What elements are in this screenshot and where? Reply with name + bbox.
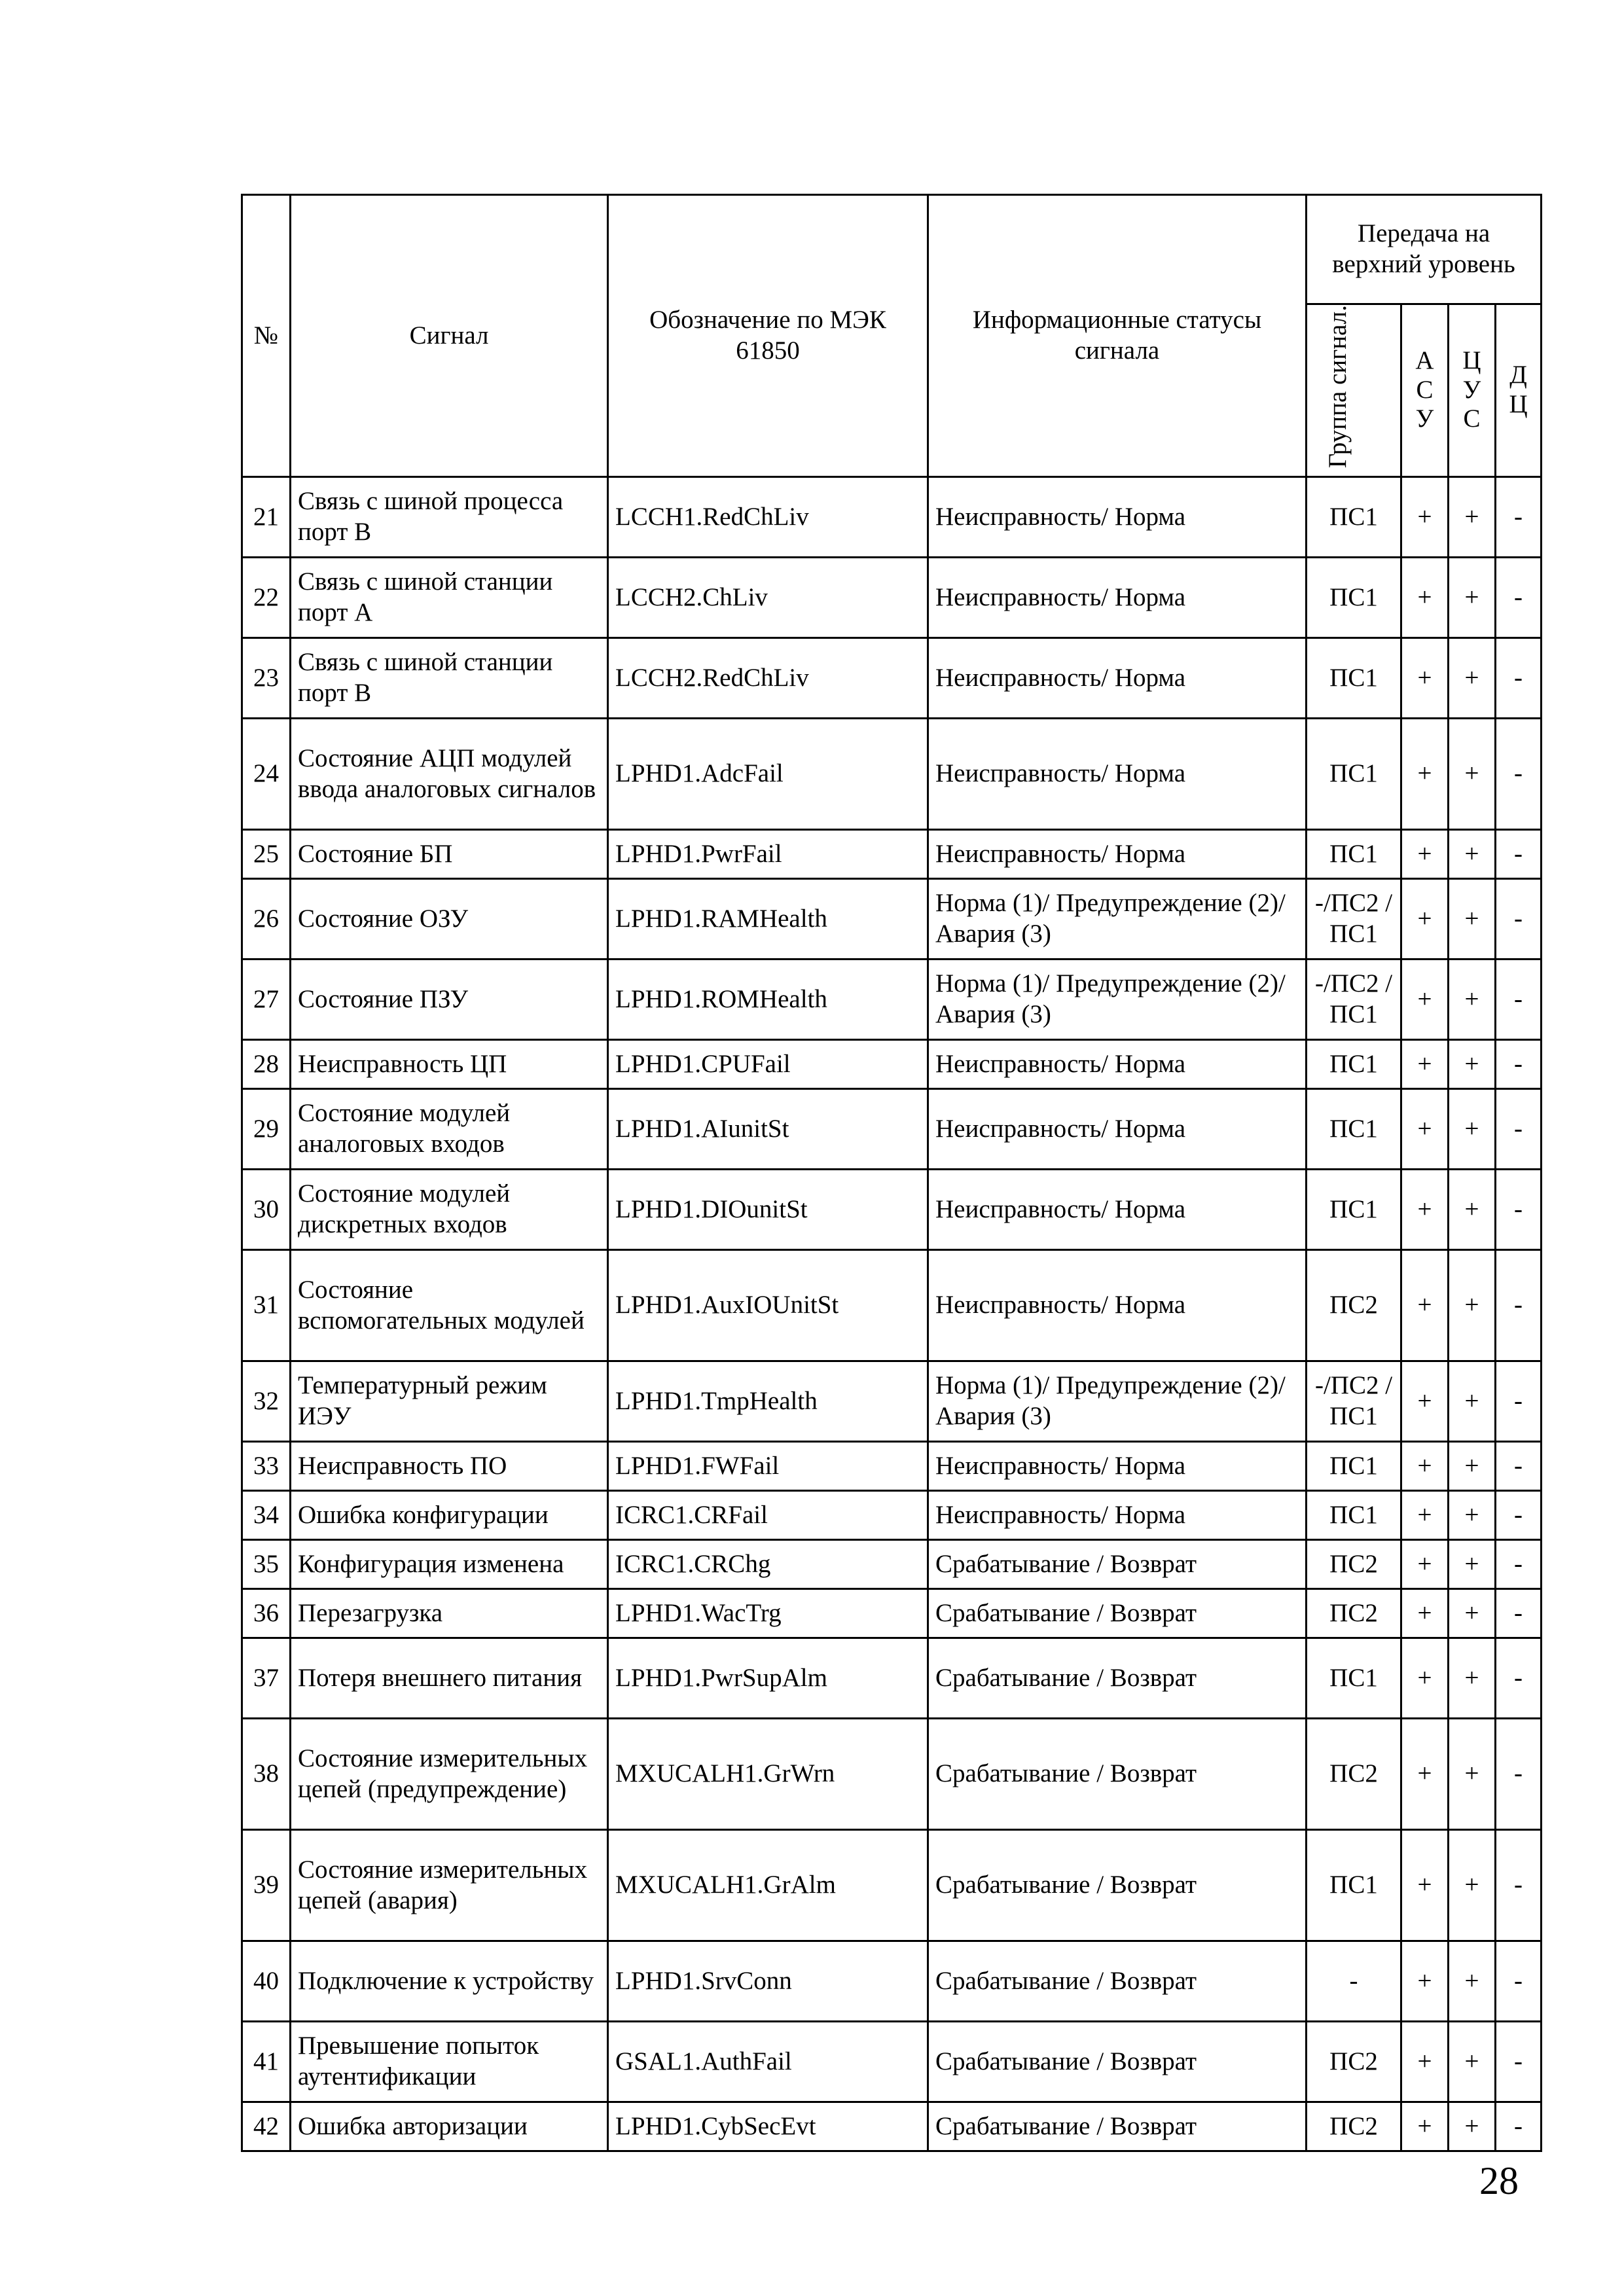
header-cus-text: ЦУС bbox=[1462, 346, 1481, 433]
row-num: 38 bbox=[242, 1719, 291, 1830]
row-iec: LPHD1.WacTrg bbox=[608, 1589, 928, 1638]
row-iec: LCCH1.RedChLiv bbox=[608, 477, 928, 558]
table-row bbox=[242, 1589, 1542, 1638]
row-dc: - bbox=[1496, 1040, 1542, 1089]
row-num: 31 bbox=[242, 1250, 291, 1361]
row-num: 39 bbox=[242, 1830, 291, 1941]
table-row bbox=[242, 2022, 1542, 2102]
row-cus: + bbox=[1449, 719, 1496, 830]
row-group: ПС2 bbox=[1307, 1540, 1401, 1589]
row-num: 25 bbox=[242, 830, 291, 879]
row-group: ПС2 bbox=[1307, 1250, 1401, 1361]
row-cus: + bbox=[1449, 2022, 1496, 2102]
row-cus: + bbox=[1449, 1830, 1496, 1941]
row-num: 26 bbox=[242, 879, 291, 960]
row-iec: ICRC1.CRFail bbox=[608, 1491, 928, 1540]
row-iec: MXUCALH1.GrAlm bbox=[608, 1830, 928, 1941]
table-row bbox=[242, 1040, 1542, 1089]
row-status: Неисправность/ Норма bbox=[928, 477, 1307, 558]
table-row bbox=[242, 2102, 1542, 2151]
row-group: ПС2 bbox=[1307, 2102, 1401, 2151]
row-num: 27 bbox=[242, 960, 291, 1040]
row-iec: LCCH2.RedChLiv bbox=[608, 638, 928, 719]
row-iec: LPHD1.DIOunitSt bbox=[608, 1170, 928, 1250]
row-dc: - bbox=[1496, 1361, 1542, 1442]
table-row bbox=[242, 830, 1542, 879]
row-signal: Перезагрузка bbox=[291, 1589, 608, 1638]
row-dc: - bbox=[1496, 1830, 1542, 1941]
row-group: ПС2 bbox=[1307, 2022, 1401, 2102]
row-cus: + bbox=[1449, 879, 1496, 960]
row-dc: - bbox=[1496, 1719, 1542, 1830]
row-group: ПС1 bbox=[1307, 1170, 1401, 1250]
row-cus: + bbox=[1449, 1540, 1496, 1589]
row-asu: + bbox=[1401, 1830, 1449, 1941]
row-dc: - bbox=[1496, 719, 1542, 830]
header-iec: Обозначение по МЭК 61850 bbox=[608, 195, 928, 477]
page-number: 28 bbox=[1479, 2159, 1519, 2202]
row-group: ПС1 bbox=[1307, 638, 1401, 719]
row-signal: Состояние модулей аналоговых входов bbox=[291, 1089, 608, 1170]
row-group: ПС1 bbox=[1307, 1040, 1401, 1089]
table-row bbox=[242, 1442, 1542, 1491]
table-row bbox=[242, 1361, 1542, 1442]
row-dc: - bbox=[1496, 1250, 1542, 1361]
row-dc: - bbox=[1496, 1638, 1542, 1719]
row-num: 35 bbox=[242, 1540, 291, 1589]
row-cus: + bbox=[1449, 1442, 1496, 1491]
row-group: ПС1 bbox=[1307, 830, 1401, 879]
row-status: Срабатывание / Возврат bbox=[928, 1638, 1307, 1719]
row-status: Срабатывание / Возврат bbox=[928, 1589, 1307, 1638]
row-signal: Связь с шиной процесса порт В bbox=[291, 477, 608, 558]
table-row bbox=[242, 1941, 1542, 2022]
row-dc: - bbox=[1496, 638, 1542, 719]
table-row bbox=[242, 558, 1542, 638]
row-status: Срабатывание / Возврат bbox=[928, 1540, 1307, 1589]
row-num: 30 bbox=[242, 1170, 291, 1250]
row-group: ПС1 bbox=[1307, 719, 1401, 830]
row-status: Срабатывание / Возврат bbox=[928, 1830, 1307, 1941]
row-num: 21 bbox=[242, 477, 291, 558]
row-signal: Состояние измерительных цепей (предупреждение) bbox=[291, 1719, 608, 1830]
row-cus: + bbox=[1449, 1941, 1496, 2022]
row-asu: + bbox=[1401, 1442, 1449, 1491]
row-signal: Ошибка авторизации bbox=[291, 2102, 608, 2151]
row-asu: + bbox=[1401, 719, 1449, 830]
table-row bbox=[242, 1719, 1542, 1830]
row-signal: Связь с шиной станции порт А bbox=[291, 558, 608, 638]
row-signal: Ошибка конфигурации bbox=[291, 1491, 608, 1540]
row-iec: LPHD1.CPUFail bbox=[608, 1040, 928, 1089]
table-row bbox=[242, 477, 1542, 558]
row-asu: + bbox=[1401, 960, 1449, 1040]
row-cus: + bbox=[1449, 1250, 1496, 1361]
row-num: 41 bbox=[242, 2022, 291, 2102]
row-cus: + bbox=[1449, 1040, 1496, 1089]
row-asu: + bbox=[1401, 558, 1449, 638]
table-row bbox=[242, 1540, 1542, 1589]
row-signal: Состояние ОЗУ bbox=[291, 879, 608, 960]
row-iec: LCCH2.ChLiv bbox=[608, 558, 928, 638]
row-iec: LPHD1.PwrFail bbox=[608, 830, 928, 879]
table-row bbox=[242, 638, 1542, 719]
row-dc: - bbox=[1496, 1170, 1542, 1250]
row-signal: Состояние модулей дискретных входов bbox=[291, 1170, 608, 1250]
table-row bbox=[242, 1170, 1542, 1250]
row-iec: LPHD1.AIunitSt bbox=[608, 1089, 928, 1170]
row-dc: - bbox=[1496, 879, 1542, 960]
row-signal: Состояние ПЗУ bbox=[291, 960, 608, 1040]
row-status: Неисправность/ Норма bbox=[928, 638, 1307, 719]
row-group: -/ПС2 /ПС1 bbox=[1307, 879, 1401, 960]
row-signal: Превышение попыток аутентификации bbox=[291, 2022, 608, 2102]
row-cus: + bbox=[1449, 1491, 1496, 1540]
row-num: 33 bbox=[242, 1442, 291, 1491]
row-num: 22 bbox=[242, 558, 291, 638]
row-asu: + bbox=[1401, 477, 1449, 558]
row-dc: - bbox=[1496, 830, 1542, 879]
row-group: ПС1 bbox=[1307, 558, 1401, 638]
table-row bbox=[242, 1638, 1542, 1719]
table-row bbox=[242, 1830, 1542, 1941]
table-row bbox=[242, 879, 1542, 960]
row-asu: + bbox=[1401, 1089, 1449, 1170]
row-signal: Неисправность ПО bbox=[291, 1442, 608, 1491]
table-row bbox=[242, 1250, 1542, 1361]
row-num: 40 bbox=[242, 1941, 291, 2022]
row-iec: LPHD1.AuxIOUnitSt bbox=[608, 1250, 928, 1361]
row-asu: + bbox=[1401, 2022, 1449, 2102]
row-group: - bbox=[1307, 1941, 1401, 2022]
row-asu: + bbox=[1401, 1941, 1449, 2022]
row-status: Срабатывание / Возврат bbox=[928, 2102, 1307, 2151]
row-status: Неисправность/ Норма bbox=[928, 1491, 1307, 1540]
table-row bbox=[242, 719, 1542, 830]
row-signal: Состояние вспомогательных модулей bbox=[291, 1250, 608, 1361]
row-iec: LPHD1.ROMHealth bbox=[608, 960, 928, 1040]
row-cus: + bbox=[1449, 960, 1496, 1040]
row-num: 34 bbox=[242, 1491, 291, 1540]
row-cus: + bbox=[1449, 1361, 1496, 1442]
row-dc: - bbox=[1496, 1589, 1542, 1638]
row-num: 28 bbox=[242, 1040, 291, 1089]
row-signal: Подключение к устройству bbox=[291, 1941, 608, 2022]
row-asu: + bbox=[1401, 1170, 1449, 1250]
row-group: ПС1 bbox=[1307, 477, 1401, 558]
row-group: ПС2 bbox=[1307, 1719, 1401, 1830]
row-status: Срабатывание / Возврат bbox=[928, 1719, 1307, 1830]
row-status: Неисправность/ Норма bbox=[928, 1442, 1307, 1491]
row-iec: GSAL1.AuthFail bbox=[608, 2022, 928, 2102]
row-status: Неисправность/ Норма bbox=[928, 1040, 1307, 1089]
row-group: ПС2 bbox=[1307, 1589, 1401, 1638]
row-asu: + bbox=[1401, 1540, 1449, 1589]
row-iec: LPHD1.CybSecEvt bbox=[608, 2102, 928, 2151]
row-status: Неисправность/ Норма bbox=[928, 1089, 1307, 1170]
row-signal: Температурный режим ИЭУ bbox=[291, 1361, 608, 1442]
row-cus: + bbox=[1449, 1089, 1496, 1170]
table-row bbox=[242, 1491, 1542, 1540]
row-iec: LPHD1.PwrSupAlm bbox=[608, 1638, 928, 1719]
row-dc: - bbox=[1496, 2102, 1542, 2151]
row-asu: + bbox=[1401, 830, 1449, 879]
header-dc-text: ДЦ bbox=[1509, 361, 1528, 419]
table-row bbox=[242, 960, 1542, 1040]
row-asu: + bbox=[1401, 638, 1449, 719]
row-dc: - bbox=[1496, 1941, 1542, 2022]
row-iec: ICRC1.CRChg bbox=[608, 1540, 928, 1589]
row-iec: LPHD1.TmpHealth bbox=[608, 1361, 928, 1442]
row-status: Срабатывание / Возврат bbox=[928, 1941, 1307, 2022]
row-signal: Состояние АЦП модулей ввода аналоговых сигналов bbox=[291, 719, 608, 830]
row-signal: Состояние измерительных цепей (авария) bbox=[291, 1830, 608, 1941]
row-num: 29 bbox=[242, 1089, 291, 1170]
row-dc: - bbox=[1496, 558, 1542, 638]
row-iec: LPHD1.RAMHealth bbox=[608, 879, 928, 960]
header-asu bbox=[1401, 304, 1449, 477]
header-group-text: Группа сигнал. bbox=[1324, 305, 1352, 469]
row-dc: - bbox=[1496, 2022, 1542, 2102]
row-cus: + bbox=[1449, 477, 1496, 558]
header-cus bbox=[1449, 304, 1496, 477]
row-status: Неисправность/ Норма bbox=[928, 719, 1307, 830]
row-num: 32 bbox=[242, 1361, 291, 1442]
row-cus: + bbox=[1449, 1719, 1496, 1830]
header-status: Информационные статусы сигнала bbox=[928, 195, 1307, 477]
row-asu: + bbox=[1401, 1040, 1449, 1089]
row-dc: - bbox=[1496, 1491, 1542, 1540]
row-dc: - bbox=[1496, 1089, 1542, 1170]
row-iec: LPHD1.FWFail bbox=[608, 1442, 928, 1491]
header-num: № bbox=[242, 195, 291, 477]
row-asu: + bbox=[1401, 1589, 1449, 1638]
row-asu: + bbox=[1401, 1250, 1449, 1361]
row-signal: Потеря внешнего питания bbox=[291, 1638, 608, 1719]
row-asu: + bbox=[1401, 1638, 1449, 1719]
row-num: 42 bbox=[242, 2102, 291, 2151]
row-status: Неисправность/ Норма bbox=[928, 558, 1307, 638]
row-signal: Конфигурация изменена bbox=[291, 1540, 608, 1589]
row-iec: LPHD1.SrvConn bbox=[608, 1941, 928, 2022]
row-status: Норма (1)/ Предупреждение (2)/ Авария (3) bbox=[928, 1361, 1307, 1442]
row-group: -/ПС2 /ПС1 bbox=[1307, 960, 1401, 1040]
header-group bbox=[1307, 304, 1401, 477]
row-num: 23 bbox=[242, 638, 291, 719]
row-signal: Связь с шиной станции порт В bbox=[291, 638, 608, 719]
row-group: ПС1 bbox=[1307, 1830, 1401, 1941]
row-signal: Состояние БП bbox=[291, 830, 608, 879]
row-status: Неисправность/ Норма bbox=[928, 1170, 1307, 1250]
row-iec: LPHD1.AdcFail bbox=[608, 719, 928, 830]
row-dc: - bbox=[1496, 477, 1542, 558]
row-cus: + bbox=[1449, 1638, 1496, 1719]
row-num: 24 bbox=[242, 719, 291, 830]
row-dc: - bbox=[1496, 1442, 1542, 1491]
row-asu: + bbox=[1401, 1719, 1449, 1830]
row-group: -/ПС2 /ПС1 bbox=[1307, 1361, 1401, 1442]
row-cus: + bbox=[1449, 830, 1496, 879]
row-iec: MXUCALH1.GrWrn bbox=[608, 1719, 928, 1830]
row-dc: - bbox=[1496, 1540, 1542, 1589]
row-status: Срабатывание / Возврат bbox=[928, 2022, 1307, 2102]
row-status: Неисправность/ Норма bbox=[928, 830, 1307, 879]
row-cus: + bbox=[1449, 1589, 1496, 1638]
table-row bbox=[242, 1089, 1542, 1170]
header-asu-text: АСУ bbox=[1415, 346, 1434, 433]
row-asu: + bbox=[1401, 1491, 1449, 1540]
header-signal: Сигнал bbox=[291, 195, 608, 477]
header-dc bbox=[1496, 304, 1542, 477]
row-num: 37 bbox=[242, 1638, 291, 1719]
row-cus: + bbox=[1449, 558, 1496, 638]
row-group: ПС1 bbox=[1307, 1442, 1401, 1491]
row-asu: + bbox=[1401, 1361, 1449, 1442]
row-group: ПС1 bbox=[1307, 1089, 1401, 1170]
row-status: Норма (1)/ Предупреждение (2)/ Авария (3) bbox=[928, 960, 1307, 1040]
row-cus: + bbox=[1449, 1170, 1496, 1250]
row-cus: + bbox=[1449, 638, 1496, 719]
row-asu: + bbox=[1401, 879, 1449, 960]
signals-table bbox=[241, 194, 1542, 2152]
row-asu: + bbox=[1401, 2102, 1449, 2151]
row-dc: - bbox=[1496, 960, 1542, 1040]
row-num: 36 bbox=[242, 1589, 291, 1638]
row-status: Норма (1)/ Предупреждение (2)/ Авария (3) bbox=[928, 879, 1307, 960]
row-cus: + bbox=[1449, 2102, 1496, 2151]
row-group: ПС1 bbox=[1307, 1638, 1401, 1719]
row-group: ПС1 bbox=[1307, 1491, 1401, 1540]
row-signal: Неисправность ЦП bbox=[291, 1040, 608, 1089]
header-transfer: Передача на верхний уровень bbox=[1307, 195, 1542, 304]
row-status: Неисправность/ Норма bbox=[928, 1250, 1307, 1361]
